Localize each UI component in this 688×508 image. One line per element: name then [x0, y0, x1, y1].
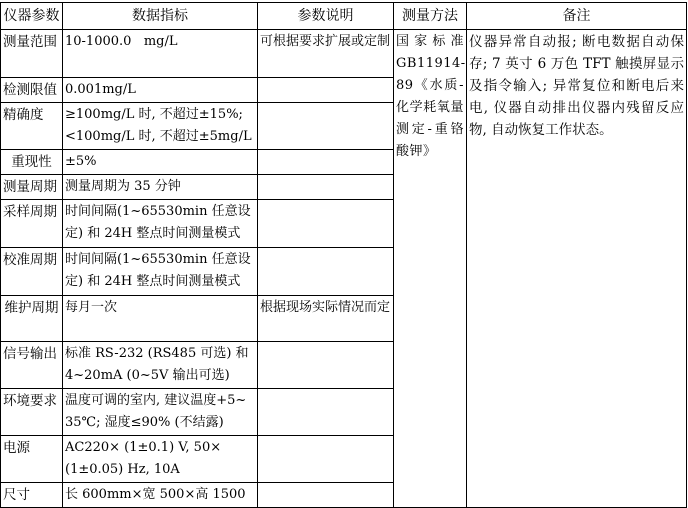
- value-cell: [63, 342, 258, 389]
- method-cell: [394, 30, 467, 508]
- method-text: 国家标准 GB11914-89《水质-化学耗氧量测定-重铬酸钾》: [396, 34, 466, 159]
- value-line: (1±0.05) Hz, 10A: [65, 462, 180, 477]
- param-cell: 检测限值: [1, 78, 63, 103]
- param-cell: 校准周期: [1, 248, 63, 296]
- value-line: 35℃; 湿度≤90% (不结露): [65, 415, 224, 430]
- value-cell: 长 600mm×宽 500×高 1500: [63, 483, 258, 508]
- param-cell: 维护周期: [1, 296, 63, 342]
- note-cell: 根据现场实际情况而定: [258, 296, 394, 342]
- param-cell: 环境要求: [1, 389, 63, 436]
- value-line: ≥100mg/L 时, 不超过±15%;: [65, 107, 243, 122]
- header-note: 参数说明: [258, 3, 394, 30]
- note-cell: [258, 78, 394, 103]
- param-cell: 采样周期: [1, 200, 63, 248]
- value-cell: [63, 200, 258, 248]
- value-cell: 测量周期为 35 分钟: [63, 175, 258, 200]
- value-line: 温度可调的室内, 建议温度+5~: [65, 393, 247, 408]
- table-row: [1, 30, 687, 78]
- spec-table: [0, 2, 687, 508]
- value-line: <100mg/L 时, 不超过±5mg/L: [65, 129, 252, 144]
- param-cell: 信号输出: [1, 342, 63, 389]
- note-cell: [258, 436, 394, 483]
- header-remark: 备注: [467, 3, 687, 30]
- param-cell: 重现性: [1, 150, 63, 175]
- value-line: 定) 和 24H 整点时间测量模式: [65, 274, 241, 289]
- param-cell: 尺寸: [1, 483, 63, 508]
- value-cell: [63, 103, 258, 150]
- header-method: 测量方法: [394, 3, 467, 30]
- value-line: AC220× (1±0.1) V, 50×: [65, 440, 222, 455]
- value-line: 定) 和 24H 整点时间测量模式: [65, 226, 241, 241]
- value-cell: [63, 436, 258, 483]
- note-cell: [258, 483, 394, 508]
- param-cell: 精确度: [1, 103, 63, 150]
- header-param: 仪器参数: [1, 3, 63, 30]
- value-cell: 10-1000.0 mg/L: [63, 30, 258, 78]
- value-line: 4~20mA (0~5V 输出可选): [65, 368, 230, 383]
- note-cell: [258, 150, 394, 175]
- value-cell: 每月一次: [63, 296, 258, 342]
- note-cell: 可根据要求扩展或定制: [258, 30, 394, 78]
- param-cell: 测量周期: [1, 175, 63, 200]
- param-cell: 测量范围: [1, 30, 63, 78]
- remark-cell: [467, 30, 687, 508]
- value-cell: [63, 248, 258, 296]
- note-cell: [258, 175, 394, 200]
- note-cell: [258, 342, 394, 389]
- value-line: 时间间隔(1~65530min 任意设: [65, 204, 251, 219]
- value-cell: 0.001mg/L: [63, 78, 258, 103]
- value-cell: ±5%: [63, 150, 258, 175]
- note-cell: [258, 103, 394, 150]
- value-line: 标准 RS-232 (RS485 可选) 和: [65, 346, 249, 361]
- note-cell: [258, 389, 394, 436]
- param-cell: 电源: [1, 436, 63, 483]
- header-row: [1, 3, 687, 30]
- remark-text: 仪器异常自动报; 断电数据自动保存; 7 英寸 6 万色 TFT 触摸屏显示及指令输入; 异常复位和断电后来电, 仪器自动排出仪器内残留反应物, 自动恢复工作状态。: [469, 34, 684, 138]
- value-line: 时间间隔(1~65530min 任意设: [65, 252, 251, 267]
- value-cell: [63, 389, 258, 436]
- note-cell: [258, 248, 394, 296]
- header-value: 数据指标: [63, 3, 258, 30]
- note-cell: [258, 200, 394, 248]
